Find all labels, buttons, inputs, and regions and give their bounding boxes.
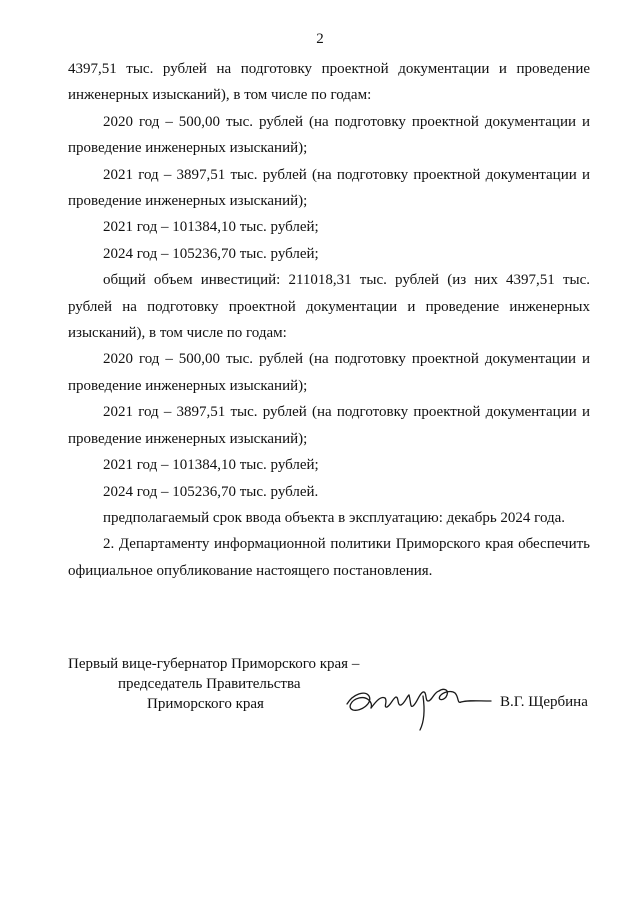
handwritten-signature [343, 674, 493, 734]
paragraph: 2020 год – 500,00 тыс. рублей (на подготовку проектной документации и проведение инженерных изысканий); [68, 351, 590, 394]
paragraph: 2021 год – 101384,10 тыс. рублей; [103, 457, 319, 474]
paragraph: 2021 год – 101384,10 тыс. рублей; [103, 219, 319, 236]
paragraph: предполагаемый срок ввода объекта в эксплуатацию: декабрь 2024 года. [103, 509, 566, 526]
signature-block [68, 654, 598, 744]
paragraph: 2024 год – 105236,70 тыс. рублей. [103, 483, 319, 500]
paragraph: 2021 год – 3897,51 тыс. рублей (на подготовку проектной документации и проведение инженерных изысканий); [68, 404, 590, 447]
signatory-position-line3: Приморского края [147, 696, 264, 712]
page-number: 2 [316, 31, 324, 47]
document-body [68, 56, 590, 584]
paragraph: 2. Департаменту информационной политики Приморского края обеспечить официальное опубликование настоящего постановления. [68, 536, 590, 579]
paragraph: 2020 год – 500,00 тыс. рублей (на подготовку проектной документации и проведение инженерных изысканий); [68, 113, 590, 157]
paragraph: общий объем инвестиций: 211018,31 тыс. рублей (из них 4397,51 тыс. рублей на подготовку проектной документации и проведение инженерных изысканий), в том числе по годам: [68, 272, 590, 342]
paragraph: 2024 год – 105236,70 тыс. рублей; [103, 245, 319, 262]
paragraph: 4397,51 тыс. рублей на подготовку проектной документации и проведение инженерных изысканий), в том числе по годам: [68, 61, 590, 104]
signatory-position: Первый вице-губернатор Приморского края – [68, 656, 360, 672]
signatory-name: В.Г. Щербина [500, 694, 588, 710]
paragraph: 2021 год – 3897,51 тыс. рублей (на подготовку проектной документации и проведение инженерных изысканий); [68, 166, 590, 210]
signatory-position-line2: председатель Правительства [118, 676, 301, 692]
